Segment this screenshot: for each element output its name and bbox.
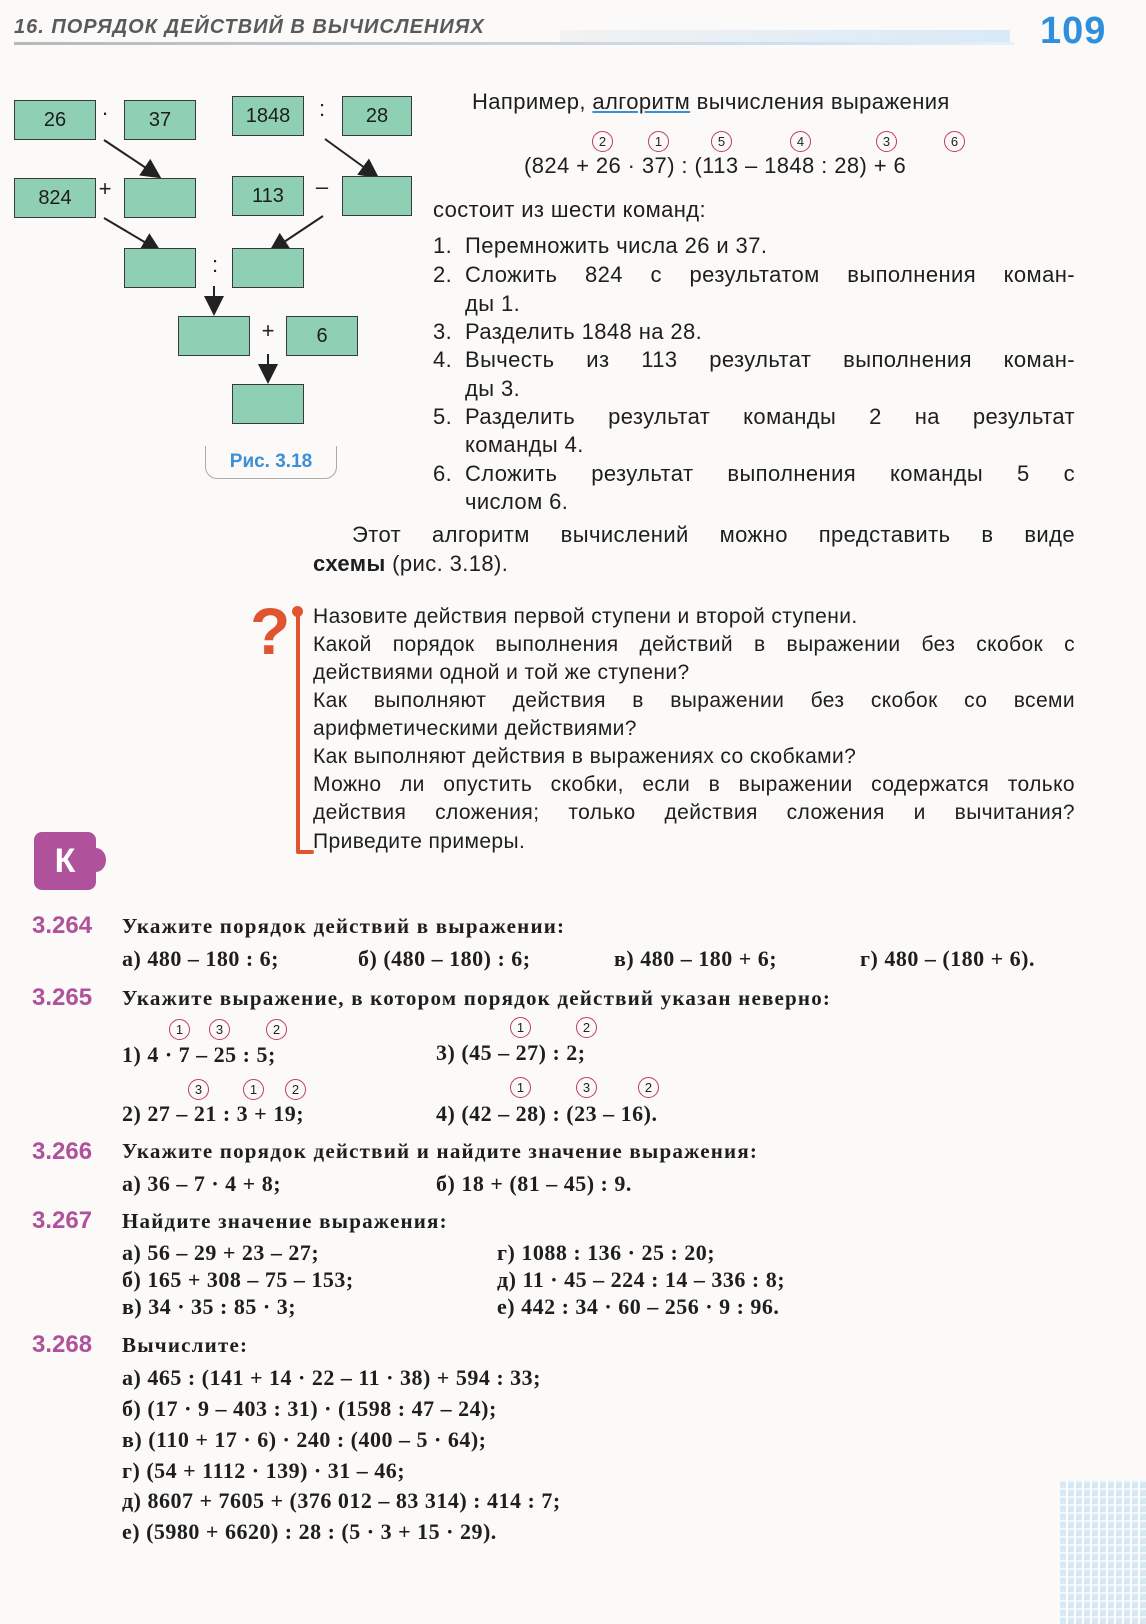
command-text-cont: команды 4. — [465, 432, 584, 457]
box-37: 37 — [124, 100, 196, 140]
question-line: действия сложения; только действия сложения и вычитания? — [313, 801, 1075, 824]
order-mark: 1 — [648, 131, 669, 152]
order-mark: 1 — [169, 1019, 190, 1040]
command-text-cont: ды 1. — [465, 291, 521, 316]
arrow-div-to-minus — [325, 139, 376, 176]
intro-suffix: вычисления выражения — [690, 89, 950, 114]
scheme-term: схемы — [313, 551, 386, 576]
command-number: 4. — [433, 347, 453, 372]
exercise-number: 3.268 — [32, 1331, 93, 1358]
question-line: Какой порядок выполнения действий в выражении без скобок с — [313, 633, 1075, 656]
arrow-mul-to-plus — [104, 140, 158, 176]
order-mark: 3 — [188, 1079, 209, 1100]
exercise-item: б) (480 – 180) : 6; — [358, 946, 531, 971]
box-6: 6 — [286, 316, 358, 356]
op-plus-2: + — [261, 318, 275, 343]
page-number: 109 — [1040, 10, 1107, 52]
command-text: Перемножить числа 26 и 37. — [465, 233, 768, 258]
exercise-number: 3.267 — [32, 1207, 93, 1234]
op-plus-1: + — [98, 176, 112, 201]
exercise-item: а) 480 – 180 : 6; — [122, 946, 279, 971]
exercise-item: б) 18 + (81 – 45) : 9. — [436, 1171, 632, 1196]
order-mark: 3 — [876, 131, 897, 152]
box-113: 113 — [232, 176, 304, 216]
question-bar — [296, 610, 300, 852]
command-number: 1. — [433, 233, 453, 258]
section-title: 16. ПОРЯДОК ДЕЙСТВИЙ В ВЫЧИСЛЕНИЯХ — [14, 16, 485, 38]
algorithm-term: алгоритм — [592, 89, 691, 114]
exercise-item: а) 36 – 7 · 4 + 8; — [122, 1171, 282, 1196]
exercise-item: 2) 27 – 21 : 3 + 19; — [122, 1101, 305, 1126]
order-mark: 2 — [285, 1079, 306, 1100]
order-mark: 2 — [576, 1017, 597, 1038]
question-line: действиями одной и той же ступени? — [313, 661, 690, 684]
command-text-cont: ды 3. — [465, 376, 521, 401]
question-line: Как выполняют действия в выражении без скобок со всеми — [313, 689, 1075, 712]
box-empty-sum — [124, 178, 196, 218]
corner-decoration — [1060, 1480, 1146, 1624]
exercise-task: Найдите значение выражения: — [122, 1209, 448, 1233]
command-text: Разделить результат команды 2 на результат — [465, 404, 1075, 429]
box-empty-quotient — [178, 316, 250, 356]
exercise-task: Укажите выражение, в котором порядок действий указан неверно: — [122, 986, 832, 1010]
exercise-item: е) (5980 + 6620) : 28 : (5 · 3 + 15 · 29). — [122, 1519, 497, 1544]
question-bar-foot — [296, 850, 314, 854]
consists-line: состоит из шести команд: — [433, 197, 707, 222]
box-empty-diff — [342, 176, 412, 216]
question-line: арифметическими действиями? — [313, 717, 637, 740]
exercise-item: б) 165 + 308 – 75 – 153; — [122, 1267, 354, 1292]
question-line: Назовите действия первой ступени и второй ступени. — [313, 605, 858, 628]
order-mark: 3 — [576, 1077, 597, 1098]
exercise-number: 3.264 — [32, 912, 93, 939]
exercise-item: г) (54 + 1112 · 139) · 31 – 46; — [122, 1458, 406, 1483]
exercise-item: а) 465 : (141 + 14 · 22 – 11 · 38) + 594 : 33; — [122, 1365, 541, 1390]
exercise-item: г) 480 – (180 + 6). — [860, 946, 1036, 971]
box-26: 26 — [14, 100, 96, 140]
exercise-item: в) 480 – 180 + 6; — [614, 946, 778, 971]
box-824: 824 — [14, 178, 96, 218]
command-number: 5. — [433, 404, 453, 429]
box-empty-left — [124, 248, 196, 288]
command-number: 2. — [433, 262, 453, 287]
command-text-cont: числом 6. — [465, 489, 569, 514]
command-text: Сложить результат выполнения команды 5 с — [465, 461, 1075, 486]
order-mark: 2 — [266, 1019, 287, 1040]
order-mark: 1 — [510, 1077, 531, 1098]
exercise-item: б) (17 · 9 – 403 : 31) · (1598 : 47 – 24); — [122, 1396, 497, 1421]
command-number: 3. — [433, 319, 453, 344]
question-line: Можно ли опустить скобки, если в выражении содержатся только — [313, 773, 1075, 796]
exercise-item: а) 56 – 29 + 23 – 27; — [122, 1240, 320, 1265]
figure-caption: Рис. 3.18 — [205, 446, 337, 479]
op-multiply: · — [101, 100, 109, 125]
conclusion-rest: (рис. 3.18). — [385, 551, 509, 576]
exercise-item: 1) 4 · 7 – 25 : 5; — [122, 1042, 276, 1067]
op-divide-1: : — [318, 96, 326, 121]
box-empty-result — [232, 384, 304, 424]
exercise-item: е) 442 : 34 · 60 – 256 · 9 : 96. — [497, 1294, 780, 1319]
op-minus: – — [315, 174, 329, 199]
order-mark: 5 — [711, 131, 732, 152]
command-text: Сложить 824 с результатом выполнения коман- — [465, 262, 1075, 287]
op-divide-2: : — [211, 252, 219, 277]
intro-prefix: Например, — [472, 89, 593, 114]
conclusion-line: Этот алгоритм вычислений можно представить в виде — [352, 522, 1075, 547]
exercise-item: в) (110 + 17 · 6) · 240 : (400 – 5 · 64); — [122, 1427, 487, 1452]
exercise-item: 3) (45 – 27) : 2; — [436, 1040, 586, 1065]
box-1848: 1848 — [232, 96, 304, 136]
order-mark: 6 — [944, 131, 965, 152]
order-mark: 2 — [638, 1077, 659, 1098]
command-text: Разделить 1848 на 28. — [465, 319, 703, 344]
command-number: 6. — [433, 461, 453, 486]
exercise-task: Вычислите: — [122, 1333, 249, 1357]
box-empty-right — [232, 248, 304, 288]
order-mark: 1 — [510, 1017, 531, 1038]
order-mark: 3 — [209, 1019, 230, 1040]
exercise-item: д) 11 · 45 – 224 : 14 – 336 : 8; — [497, 1267, 786, 1292]
exercise-item: 4) (42 – 28) : (23 – 16). — [436, 1101, 658, 1126]
exercise-item: г) 1088 : 136 · 25 : 20; — [497, 1240, 716, 1265]
expression: (824 + 26 · 37) : (113 – 1848 : 28) + 6 — [524, 153, 907, 178]
intro-line — [472, 88, 950, 117]
exercise-number: 3.265 — [32, 984, 93, 1011]
order-mark: 1 — [243, 1079, 264, 1100]
exercise-item: д) 8607 + 7605 + (376 012 – 83 314) : 414 : 7; — [122, 1488, 561, 1513]
conclusion-line-2 — [313, 550, 508, 579]
question-line: Приведите примеры. — [313, 830, 526, 853]
order-mark: 4 — [790, 131, 811, 152]
arrow-plus-to-div — [104, 218, 158, 250]
box-28: 28 — [342, 96, 412, 136]
command-text: Вычесть из 113 результат выполнения коман- — [465, 347, 1075, 372]
exercise-item: в) 34 · 35 : 85 · 3; — [122, 1294, 297, 1319]
order-mark: 2 — [592, 131, 613, 152]
arrow-minus-to-div — [272, 216, 323, 250]
exercise-task: Укажите порядок действий и найдите значение выражения: — [122, 1139, 759, 1163]
question-line: Как выполняют действия в выражениях со скобками? — [313, 745, 857, 768]
exercise-number: 3.266 — [32, 1138, 93, 1165]
k-badge-icon: К — [34, 832, 96, 890]
question-mark-icon: ? — [250, 594, 291, 668]
diagram-arrows — [0, 0, 440, 440]
exercise-task: Укажите порядок действий в выражении: — [122, 914, 566, 938]
